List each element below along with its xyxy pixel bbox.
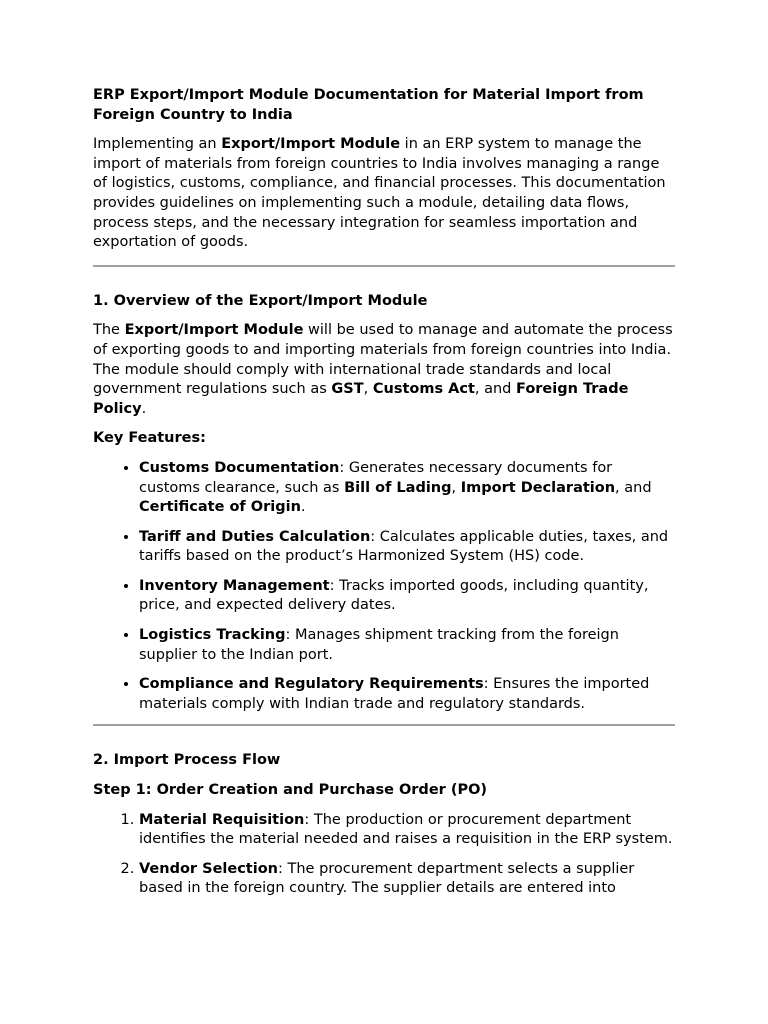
feature-bold: Bill of Lading xyxy=(344,479,452,496)
feature-text: : Generates necessary documents for customs clearance, such as xyxy=(139,459,613,496)
list-item xyxy=(139,860,675,899)
step-text: : The procurement department selects a supplier based in the foreign country. The supplier details are entered into xyxy=(139,860,635,897)
intro-paragraph xyxy=(93,135,675,253)
overview-text: The xyxy=(93,322,125,339)
feature-text: , and xyxy=(615,479,652,496)
list-item xyxy=(139,577,675,616)
intro-text-rest: in an ERP system to manage the import of materials from foreign countries to India involves managing a range of logistics, customs, compliance, and financial processes. This documentation provides guidelines on implementing such a module, detailing data flows, process steps, and the necessary integration for seamless importation and exportation of goods. xyxy=(93,136,666,251)
overview-text: will be used to manage and automate the process of exporting goods to and importing materials from foreign countries into India. The module should comply with international trade standards and local government regulations such as xyxy=(93,322,673,398)
feature-text: . xyxy=(300,499,306,516)
feature-text: : Tracks imported goods, including quantity, price, and expected delivery dates. xyxy=(139,577,649,614)
feature-title: Tariff and Duties Calculation xyxy=(139,528,371,545)
step-title: Material Requisition xyxy=(139,811,305,828)
overview-bold-gst: GST xyxy=(331,381,364,398)
overview-bold-ftp: Foreign Trade Policy xyxy=(93,381,629,417)
key-features-list xyxy=(93,459,675,715)
section-heading-import-flow: 2. Import Process Flow xyxy=(93,752,281,769)
horizontal-rule xyxy=(93,265,675,267)
step-text: : The production or procurement department identifies the material needed and raises a requisition in the ERP system. xyxy=(139,811,673,848)
overview-text: , xyxy=(363,381,373,398)
document-title: ERP Export/Import Module Documentation for Material Import from Foreign Country to India xyxy=(93,87,644,123)
feature-text: , xyxy=(451,479,461,496)
list-item xyxy=(139,626,675,665)
feature-bold: Certificate of Origin xyxy=(139,499,301,516)
list-item xyxy=(139,459,675,518)
intro-text: Implementing an xyxy=(93,136,222,153)
key-features-label: Key Features: xyxy=(93,430,206,447)
section-heading-overview: 1. Overview of the Export/Import Module xyxy=(93,292,428,309)
document-page xyxy=(93,86,675,909)
horizontal-rule xyxy=(93,724,675,726)
step-heading: Step 1: Order Creation and Purchase Order (PO) xyxy=(93,782,488,799)
feature-title: Inventory Management xyxy=(139,577,330,594)
overview-paragraph xyxy=(93,321,675,419)
feature-text: : Manages shipment tracking from the foreign supplier to the Indian port. xyxy=(139,627,619,663)
overview-text: . xyxy=(141,400,147,417)
list-item xyxy=(139,811,675,850)
list-item xyxy=(139,675,675,714)
feature-title: Compliance and Regulatory Requirements xyxy=(139,676,484,693)
feature-title: Logistics Tracking xyxy=(139,627,286,644)
feature-bold: Import Declaration xyxy=(460,479,616,496)
intro-bold: Export/Import Module xyxy=(221,136,401,153)
feature-title: Customs Documentation xyxy=(139,459,340,476)
overview-bold-module: Export/Import Module xyxy=(124,322,304,339)
feature-text: : Ensures the imported materials comply with Indian trade and regulatory standards. xyxy=(139,676,650,712)
overview-bold-customs-act: Customs Act xyxy=(372,381,475,398)
overview-text: , and xyxy=(474,381,516,398)
list-item xyxy=(139,528,675,567)
feature-text: : Calculates applicable duties, taxes, and tariffs based on the product’s Harmonized System (HS) code. xyxy=(139,528,669,565)
step-title: Vendor Selection xyxy=(139,860,278,877)
steps-list xyxy=(93,811,675,899)
